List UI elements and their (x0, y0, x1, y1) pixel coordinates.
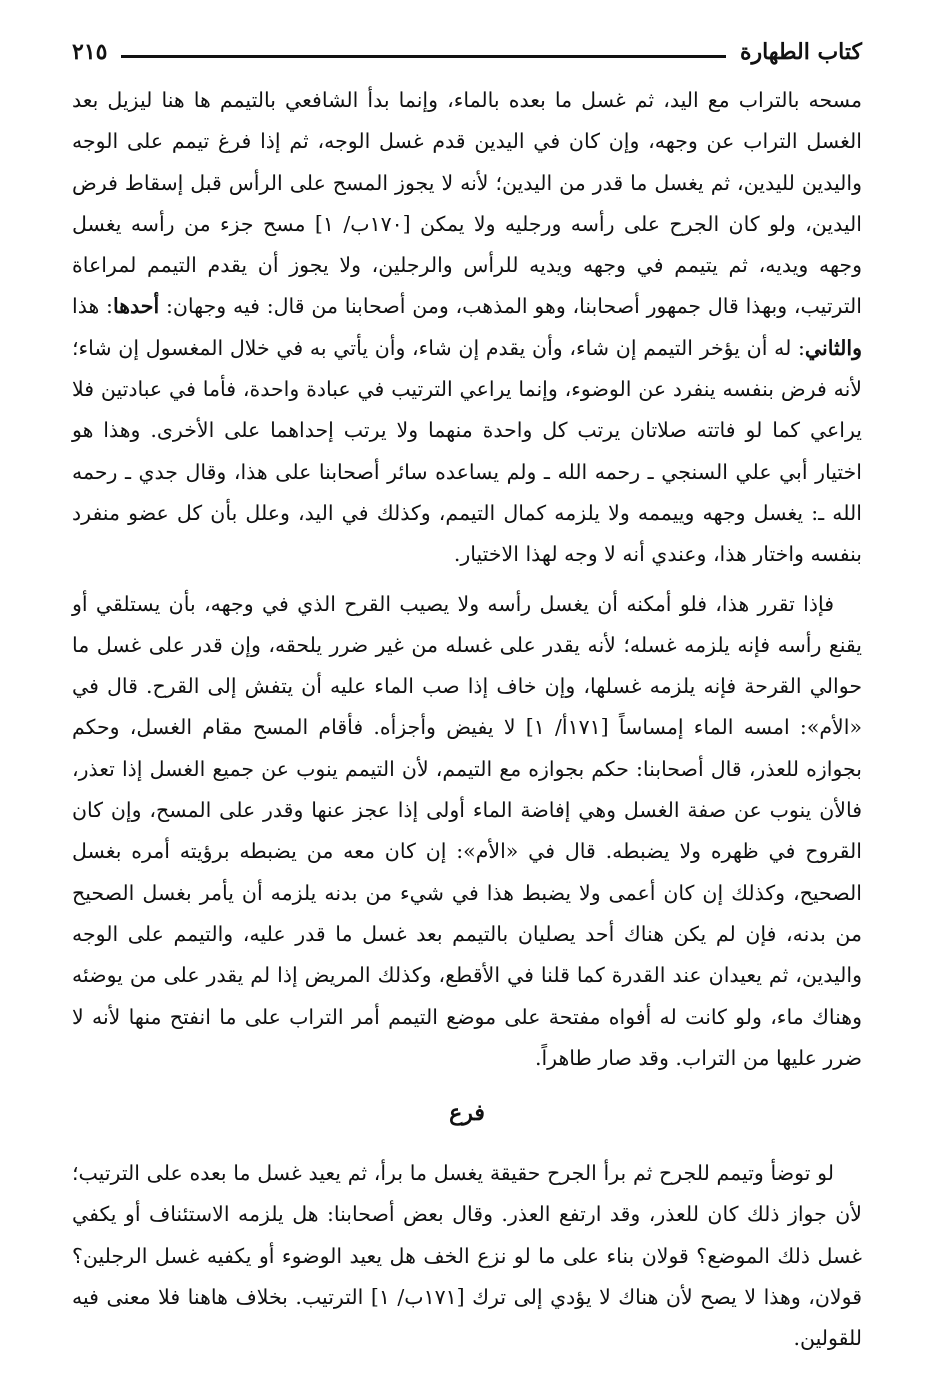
running-title: كتاب الطهارة (739, 39, 862, 65)
bold-term-second: والثاني (804, 335, 862, 360)
paragraph-2: فإذا تقرر هذا، فلو أمكنه أن يغسل رأسه ولا يصيب القرح الذي في وجهه، بأن يستلقي أو يقنع رأسه فإنه يلزمه غسله؛ لأنه يقدر على غسله من غير ضرر يلحقه، وإن قدر على غسل ما حوالي القرحة فإنه يلزمه غسلها، وإن خاف إذا صب الماء عليه أن يتفش إلى القرح. قال في «الأم»: امسه الماء إمساساً [١٧١أ/ ١] لا يفيض وأجزأه. فأقام المسح مقام الغسل، وحكم بجوازه للعذر، قال أصحابنا: حكم بجوازه مع التيمم، لأن التيمم ينوب عن جميع الغسل إذا تعذر، فالأن ينوب عن صفة الغسل وهي إفاضة الماء أولى إذا عجز عنها وقدر على المسح، وإن كان القروح في ظهره ولا يضبطه. قال في «الأم»: إن كان معه من يضبطه برؤيته أمره بغسل الصحيح، وكذلك إن كان أعمى ولا يضبط هذا في شيء من بدنه يلزمه أن يأمر بغسل الصحيح من بدنه، فإن لم يكن هناك أحد يصليان بالتيمم بعد غسل ما قدر عليه، والتيمم على الوجه واليدين، ثم يعيدان عند القدرة كما قلنا في الأقطع، وكذلك المريض إذا لم يقدر على من يوضئه وهناك ماء، ولو كانت له أفواه مفتحة على موضع التيمم أمر التراب على ما انفتح منها لأنه لا ضرر عليها من التراب. وقد صار طاهراً. (72, 591, 862, 1070)
paragraph-3: لو توضأ وتيمم للجرح ثم برأ الجرح حقيقة يغسل ما برأ، ثم يعيد غسل ما بعده على الترتيب؛ لأن جواز ذلك كان للعذر، وقد ارتفع العذر. وقال بعض أصحابنا: هل يلزمه الاستئناف أو يكفي غسل ذلك الموضع؟ قولان بناء على ما لو نزع الخف هل يعيد الوضوء أو يكفيه غسل الرجلين؟ قولان، وهذا لا يصح لأن هناك لا يؤدي إلى ترك [١٧١ب/ ١] الترتيب. بخلاف هاهنا فلا معنى فيه للقولين. (72, 1161, 862, 1351)
page-header (72, 34, 862, 70)
paragraph-gap (72, 576, 862, 584)
document-page (72, 34, 862, 1360)
paragraph-1-text-b: : هذا (72, 294, 113, 319)
paragraph-1 (72, 80, 862, 576)
header-rule (121, 55, 726, 58)
bold-term-first: أحدها (112, 294, 160, 319)
paragraph-1-text-a: مسحه بالتراب مع اليد، ثم غسل ما بعده بالماء، وإنما بدأ الشافعي بالتيمم ها هنا ليزيل بعد الغسل التراب عن وجهه، وإن كان في اليدين قدم غسل الوجه، ثم إذا فرغ تيمم على الوجه واليدين لليدين، ثم يغسل ما قدر من اليدين؛ لأنه لا يجوز المسح على الرأس قبل إسقاط فرض اليدين، ولو كان الجرح على رأسه ورجليه ولا يمكن [١٧٠ب/ ١] مسح جزء من رأسه يغسل وجهه ويديه، ثم يتيمم في وجهه ويديه للرأس والرجلين، ولا يجوز أن يقدم التيمم لمراعاة الترتيب، وبهذا قال جمهور أصحابنا، وهو المذهب، ومن أصحابنا من قال: فيه وجهان: (72, 88, 862, 319)
paragraph-1-text-c: : له أن يؤخر التيمم إن شاء، وأن يقدم إن شاء، وأن يأتي به في خلال المغسول إن شاء؛ لأنه فرض بنفسه ينفرد عن الوضوء، وإنما يراعي الترتيب في عبادة واحدة، فأما في عبادتين فلا يراعي كما لو فاتته صلاتان يرتب كل واحدة منهما ولا يرتب إحداهما على الأخرى. وهذا هو اختيار أبي علي السنجي ـ رحمه الله ـ ولم يساعده سائر أصحابنا على هذا، وقال جدي ـ رحمه الله ـ: يغسل وجهه وييممه ولا يلزمه كمال التيمم، وكذلك في اليد، وعلل بأن كل عضو منفرد بنفسه واختار هذا، وعندي أنه لا وجه لهذا الاختيار. (72, 335, 862, 567)
page-number: ٢١٥ (72, 39, 108, 65)
section-heading: فرع (449, 1100, 485, 1127)
